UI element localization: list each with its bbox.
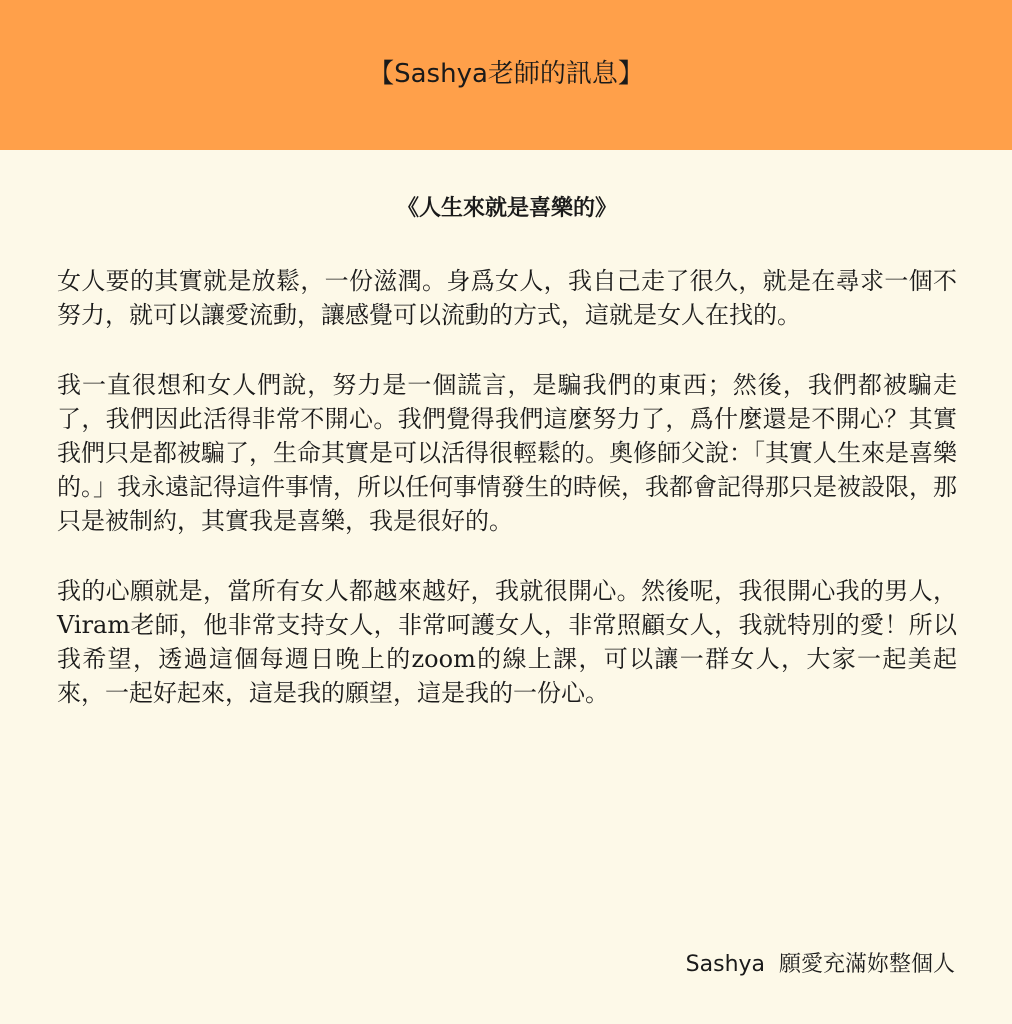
article-body xyxy=(57,190,957,746)
article-title: 《人生來就是喜樂的》 xyxy=(396,195,617,221)
paragraph-1: 女人要的其實就是放鬆，一份滋潤。身爲女人，我自己走了很久，就是在尋求一個不努力，就可以讓愛流動，讓感覺可以流動的方式，這就是女人在找的。 xyxy=(57,267,957,329)
header-title: 【Sashya老師的訊息】 xyxy=(368,59,644,89)
paragraph-2: 我一直很想和女人們說，努力是一個謊言，是騙我們的東西；然後，我們都被騙走了，我們因此活得非常不開心。我們覺得我們這麼努力了，爲什麼還是不開心？其實我們只是都被騙了，生命其實是可以活得很輕鬆的。奧修師父說：「其實人生來是喜樂的。」我永遠記得這件事情，所以任何事情發生的時候，我都會記得那只是被設限，那只是被制約，其實我是喜樂，我是很好的。 xyxy=(57,371,957,535)
header-banner xyxy=(0,0,1012,150)
signature: Sashya 願愛充滿妳整個人 xyxy=(685,952,955,977)
paragraph-3: 我的心願就是，當所有女人都越來越好，我就很開心。然後呢，我很開心我的男人，Viram老師，他非常支持女人，非常呵護女人，非常照顧女人，我就特別的愛！所以我希望，透過這個每週日晚上的zoom的線上課，可以讓一群女人，大家一起美起來，一起好起來，這是我的願望，這是我的一份心。 xyxy=(57,577,957,707)
